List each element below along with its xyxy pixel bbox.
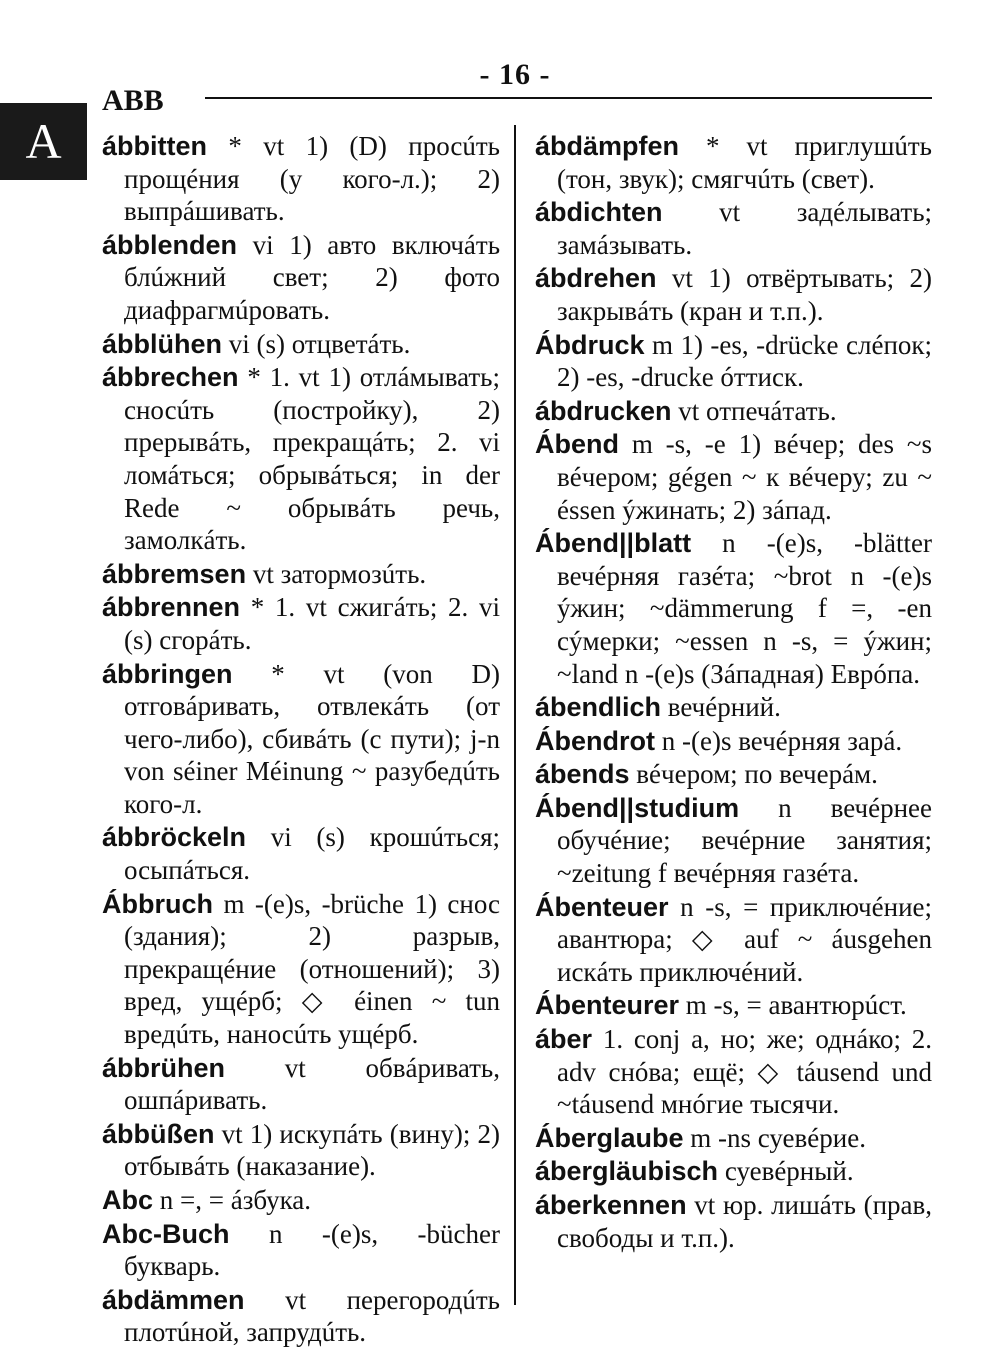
definition: * vt приглушúть (тон, звук); смягчúть (свет). <box>557 131 933 194</box>
definition: n -(e)s, -bücher букварь. <box>124 1218 501 1282</box>
headword: áberkennen <box>535 1190 687 1220</box>
definition: * vt 1) (D) просúть прощéния (у кого-л.); 2) выпрáшивать. <box>124 131 500 227</box>
dictionary-entry <box>535 792 932 890</box>
headword: Abc <box>102 1185 154 1215</box>
dictionary-entry <box>102 591 500 656</box>
dictionary-entry <box>102 1218 500 1283</box>
left-column <box>102 130 500 1350</box>
headword: ábdichten <box>535 197 663 228</box>
headword: ábends <box>535 759 630 790</box>
dictionary-entry <box>102 328 500 361</box>
definition: m -s, = авантюрúст. <box>685 990 907 1021</box>
definition: vt 1) отвёртывать; 2) закрывáть (кран и т.п.). <box>557 263 932 326</box>
definition: * 1. vt сжигáть; 2. vi (s) сгорáть. <box>124 592 501 655</box>
dictionary-entry <box>102 888 500 1051</box>
dictionary-entry <box>535 1189 932 1254</box>
definition: n -(e)s, -blätter вечéрняя газéта; ~brot n -(e)s ýжин; ~dämmerung f =, -en сýмерки; ~essen n -s, = ýжин; ~land n -(e)s (Зáпадная) Еврóпа. <box>557 528 932 689</box>
definition: m -s, -e 1) вéчер; des ~s вéчером; gégen ~ к вéчеру; zu ~ éssen ýжинать; 2) зáпад. <box>557 429 932 525</box>
dictionary-entry <box>102 821 500 886</box>
headword: Ábenteurer <box>535 990 680 1021</box>
headword: Ábend||studium <box>535 792 740 823</box>
definition: vt отпечáтать. <box>678 395 837 426</box>
definition: вечéрний. <box>667 692 781 723</box>
definition: vt 1) искупáть (вину); 2) отбывáть (наказание). <box>124 1118 500 1182</box>
headword: ábbitten <box>102 131 207 161</box>
dictionary-entry <box>535 758 932 791</box>
definition: m -ns суевéрие. <box>690 1122 866 1153</box>
dictionary-entry <box>535 1023 932 1121</box>
definition: 1. conj а, но; же; однáко; 2. adv снóва; ещё; ◇ táusend und ~táusend мнóгие тысячи. <box>557 1024 932 1120</box>
headword: Ábend <box>535 429 619 460</box>
definition: вéчером; по вечерáм. <box>636 759 878 790</box>
headword: áber <box>535 1024 593 1055</box>
definition: n -(e)s вечéрняя зарá. <box>661 725 903 756</box>
running-header: ABB <box>102 84 164 117</box>
headword: Áberglaube <box>535 1122 684 1153</box>
definition: m 1) -es, -drücke слéпок; 2) -es, -drucke óттиск. <box>557 329 933 393</box>
definition: * 1. vt 1) отлáмывать; сносúть (постройку), 2) прерывáть, прекращáть; 2. vi ломáться; обрывáться; in der Rede ~ обрывáть речь, замолкáть. <box>124 362 500 556</box>
definition: vi (s) крошúться; осыпáться. <box>124 822 501 886</box>
headword: ábbringen <box>102 658 233 689</box>
definition: суевéрный. <box>724 1156 854 1187</box>
headword: Ábdruck <box>535 329 645 360</box>
column-divider <box>514 125 516 1305</box>
dictionary-entry <box>535 691 932 724</box>
headword: Ábend||blatt <box>535 528 692 559</box>
dictionary-entry <box>535 1122 932 1155</box>
dictionary-entry <box>535 196 932 261</box>
headword: ábdämmen <box>102 1284 245 1315</box>
definition: n -s, = приключéние; авантюра; ◇ auf ~ áusgehen искáть приключéний. <box>557 891 932 987</box>
headword: ábergläubisch <box>535 1156 719 1187</box>
dictionary-entry <box>102 1184 500 1217</box>
right-column <box>535 130 932 1255</box>
page-number: - 16 - <box>479 58 551 91</box>
headword: ábblenden <box>102 229 238 260</box>
headword: ábdrucken <box>535 395 672 426</box>
definition: vt задéлывать; замáзывать. <box>557 197 933 260</box>
headword: ábbrechen <box>102 362 239 393</box>
dictionary-entry <box>535 989 932 1022</box>
headword: Abc-Buch <box>102 1218 230 1249</box>
header-rule <box>205 97 932 99</box>
dictionary-entry <box>535 527 932 690</box>
definition: vi 1) авто включáть блúжний свет; 2) фото диафрагмúровать. <box>124 229 501 325</box>
dictionary-entry <box>102 1052 500 1117</box>
definition: vi (s) отцветáть. <box>228 328 411 359</box>
dictionary-entry <box>102 1118 500 1183</box>
dictionary-entry <box>102 130 500 228</box>
definition: * vt (von D) отговáривать, отвлекáть (от чего-либо), сбивáть (с пути); j-n von séiner Méinung ~ разубедúть кого-л. <box>124 658 500 819</box>
definition: m -(e)s, -brüche 1) снос (здания); 2) разрыв, прекращéние (отношений); 3) вред, ущéрб; ◇ éinen ~ tun вредúть, наносúть ущéрб. <box>124 888 501 1050</box>
dictionary-entry <box>102 658 500 821</box>
definition: n вечéрнее обучéние; вечéрние занятия; ~zeitung f вечéрняя газéта. <box>557 792 932 889</box>
headword: ábblühen <box>102 328 222 359</box>
dictionary-entry <box>535 262 932 327</box>
headword: ábbremsen <box>102 558 247 589</box>
definition: vt обвáривать, ошпáривать. <box>124 1052 500 1116</box>
dictionary-entry <box>102 1284 500 1349</box>
headword: ábbrennen <box>102 592 241 623</box>
dictionary-entry <box>102 558 500 591</box>
dictionary-entry <box>535 725 932 758</box>
headword: Ábenteuer <box>535 891 669 922</box>
headword: ábdämpfen <box>535 131 680 161</box>
definition: vt затормозúть. <box>252 558 427 589</box>
headword: ábbröckeln <box>102 822 247 853</box>
letter-tab: A <box>0 103 87 180</box>
dictionary-entry <box>535 395 932 428</box>
dictionary-entry <box>535 891 932 989</box>
headword: Ábbruch <box>102 888 213 919</box>
dictionary-entry <box>535 428 932 526</box>
dictionary-entry <box>535 130 932 195</box>
dictionary-entry <box>102 229 500 327</box>
dictionary-entry <box>102 361 500 557</box>
dictionary-entry <box>535 1155 932 1188</box>
headword: Ábendrot <box>535 725 655 756</box>
headword: ábendlich <box>535 692 662 723</box>
headword: ábbrühen <box>102 1052 226 1083</box>
definition: vt перегородúть плотúной, запрудúть. <box>124 1284 500 1348</box>
headword: ábdrehen <box>535 263 657 294</box>
definition: vt юр. лишáть (прав, свободы и т.п.). <box>557 1190 933 1253</box>
definition: n =, = áзбука. <box>159 1185 312 1215</box>
headword: ábbüßen <box>102 1118 215 1149</box>
dictionary-entry <box>535 329 932 394</box>
